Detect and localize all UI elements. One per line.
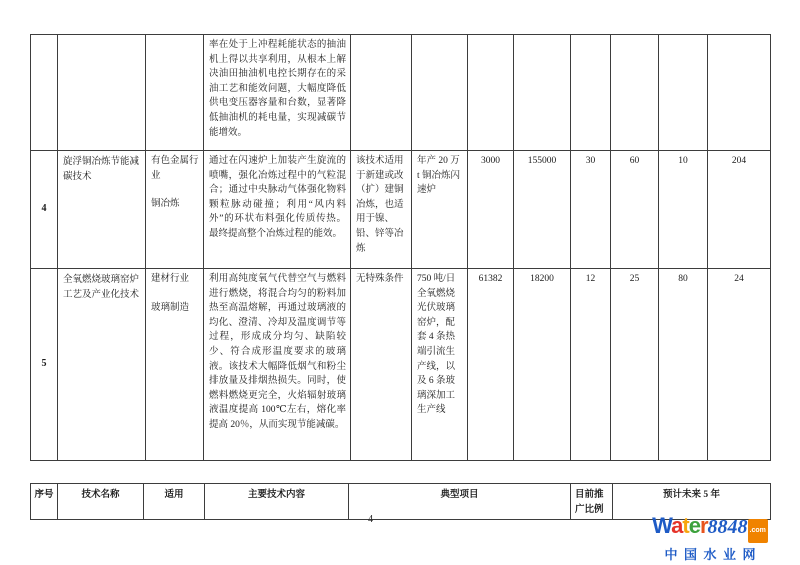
header-cell-typical-project: 典型项目: [349, 484, 571, 520]
cell-value-1: 3000: [468, 151, 514, 269]
cell-value-4: 25: [611, 269, 659, 461]
logo-number-8848: 8848: [707, 516, 748, 538]
header-cell-seq: 序号: [31, 484, 58, 520]
cell-tech-content: 率在处于上冲程耗能状态的抽油机上得以共享利用，从根本上解决油田抽油机电控长期存在的采油工艺和能效问题，大幅度降低供电变压器容量和台数，显著降低抽油机的耗电量，实现减碳节能增效。: [204, 35, 351, 151]
header-cell-promotion-ratio: 目前推广比例: [571, 484, 613, 520]
header-cell-applicable: 适用: [144, 484, 205, 520]
cell-value-2: [514, 35, 571, 151]
cell-value-4: 60: [611, 151, 659, 269]
logo-domain-suffix: .com: [748, 519, 768, 543]
cell-industry: [146, 35, 204, 151]
cell-seq: 5: [31, 269, 58, 461]
cell-value-3: [571, 35, 611, 151]
cell-value-1: [468, 35, 514, 151]
cell-tech-name: 旋浮铜冶炼节能减碳技术: [58, 151, 146, 269]
page-number: 4: [367, 514, 374, 525]
logo-word-water: Water: [652, 513, 708, 538]
cell-seq: 4: [31, 151, 58, 269]
cell-value-6: 24: [708, 269, 771, 461]
logo-wordmark: [624, 514, 796, 544]
table-row-5: [31, 269, 771, 461]
cell-industry: [146, 151, 204, 269]
industry-sector: 有色金属行业: [151, 156, 199, 181]
cell-value-6: [708, 35, 771, 151]
logo-subtitle: 中国水业网: [664, 547, 762, 562]
cell-tech-content: 通过在闪速炉上加装产生旋流的喷嘴，强化冶炼过程中的气粒混合；通过中央脉动气体强化物料颗粒脉动碰撞；利用“风内料外”的环状布料强化传质传热。最终提高整个冶炼过程的能效。: [204, 151, 351, 269]
cell-value-1: 61382: [468, 269, 514, 461]
cell-value-4: [611, 35, 659, 151]
header-cell-main-content: 主要技术内容: [205, 484, 349, 520]
cell-typical-project: 年产 20 万 t 铜冶炼闪速炉: [412, 151, 468, 269]
cell-value-2: 18200: [514, 269, 571, 461]
technology-table: [30, 34, 771, 461]
cell-typical-project: [412, 35, 468, 151]
cell-tech-name: 全氧燃烧玻璃窑炉工艺及产业化技术: [58, 269, 146, 461]
cell-value-3: 30: [571, 151, 611, 269]
cell-value-6: 204: [708, 151, 771, 269]
cell-conditions: [351, 35, 412, 151]
cell-tech-content: 利用高纯度氧气代替空气与燃料进行燃烧，将混合均匀的粉料加热至高温熔解，再通过玻璃液的均化、澄清、冷却及温度调节等过程，形成成分均匀、缺陷较少、符合成形温度要求的玻璃液。该技术大幅降低烟气和粉尘排放量及排烟热损失。同时，使燃料燃烧更完全，火焰辐射玻璃液温度提高 100℃左右，熔化率提高 20％，从而实现节能减碳。: [204, 269, 351, 461]
industry-subsector: 玻璃制造: [151, 302, 190, 313]
table-row-continuation: [31, 35, 771, 151]
cell-typical-project: 750 吨/日全氧燃烧光伏玻璃窑炉，配套 4 条热端引流生产线，以及 6 条玻璃深加工生产线: [412, 269, 468, 461]
cell-conditions: 无特殊条件: [351, 269, 412, 461]
table-row-4: [31, 151, 771, 269]
industry-sector: 建材行业: [151, 274, 190, 284]
header-cell-next-5-years: 预计未来 5 年: [613, 484, 771, 520]
cell-industry: [146, 269, 204, 461]
industry-subsector: 铜冶炼: [151, 199, 180, 210]
cell-value-5: [659, 35, 708, 151]
cell-value-5: 10: [659, 151, 708, 269]
water8848-logo: [624, 514, 796, 563]
cell-seq: [31, 35, 58, 151]
cell-value-5: 80: [659, 269, 708, 461]
header-cell-tech-name: 技术名称: [58, 484, 144, 520]
cell-conditions: 该技术适用于新建或改（扩）建铜冶炼，也适用于镍、铅、锌等冶炼: [351, 151, 412, 269]
cell-value-2: 155000: [514, 151, 571, 269]
cell-tech-name: [58, 35, 146, 151]
cell-value-3: 12: [571, 269, 611, 461]
